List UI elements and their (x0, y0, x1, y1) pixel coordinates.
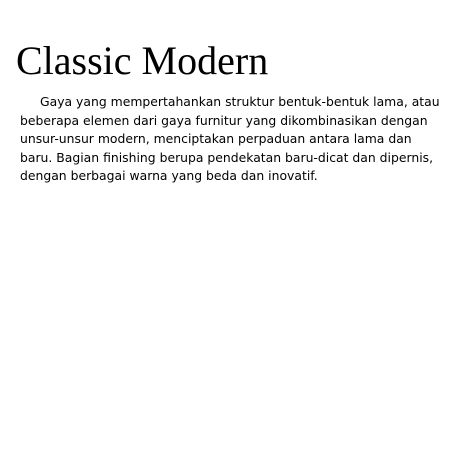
body-paragraph: Gaya yang mempertahankan struktur bentuk-bentuk lama, atau beberapa elemen dari gaya furnitur yang dikombinasikan dengan unsur-unsur modern, menciptakan perpaduan antara lama dan baru. Bagian finishing berupa pendekatan baru-dicat dan dipernis, dengan berbagai warna yang beda dan inovatif. (20, 94, 440, 183)
page-title: Classic Modern (16, 38, 269, 83)
